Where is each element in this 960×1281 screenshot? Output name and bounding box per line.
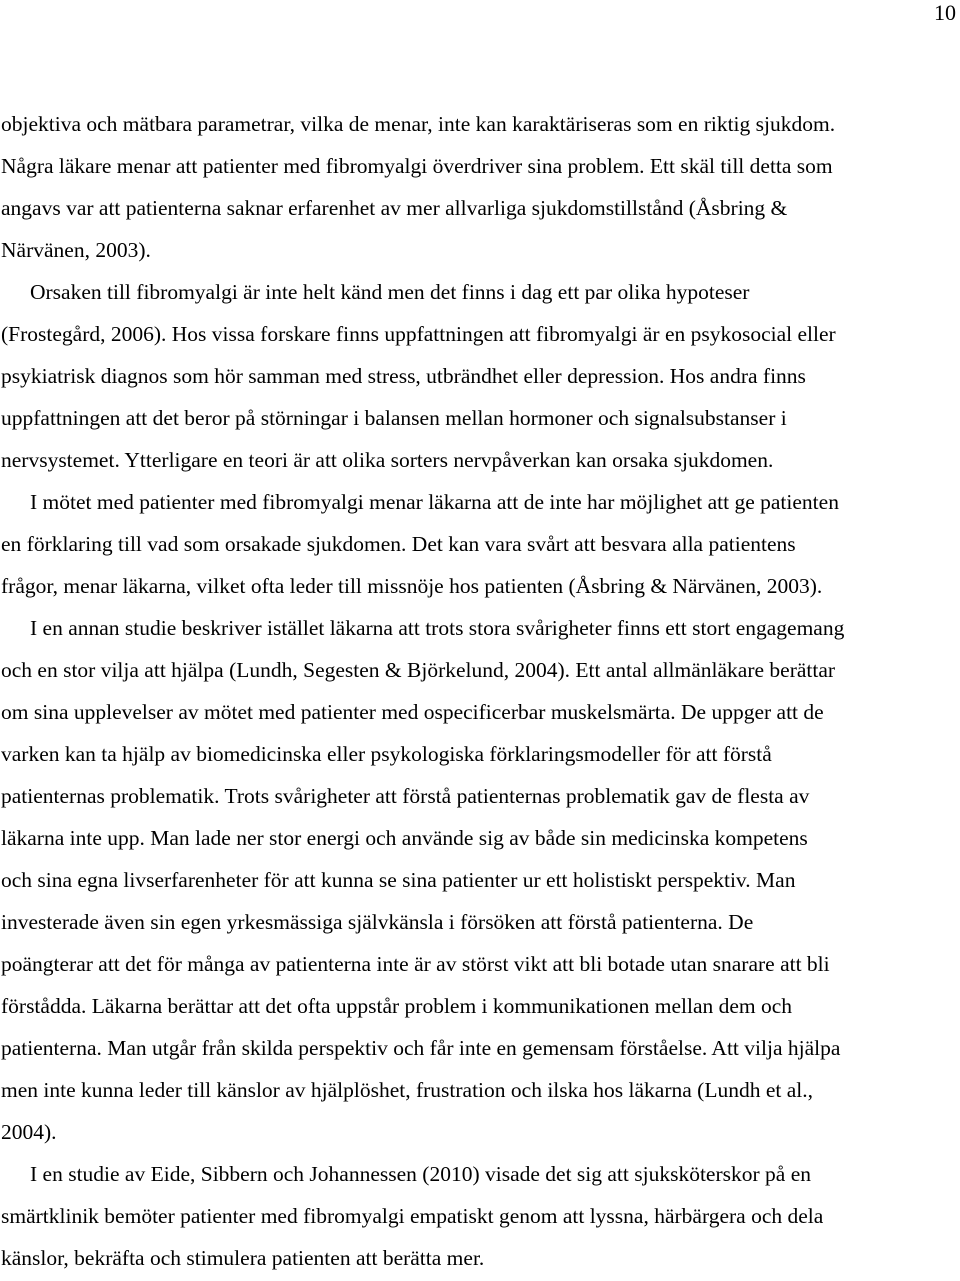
page-number: 10 [934, 0, 956, 25]
text-line: smärtklinik bemöter patienter med fibromyalgi empatiskt genom att lyssna, härbärgera och dela [1, 1204, 824, 1228]
text-line: investerade även sin egen yrkesmässiga självkänsla i försöken att förstå patienterna. De [1, 910, 754, 934]
text-line: Närvänen, 2003). [1, 238, 151, 262]
text-line: en förklaring till vad som orsakade sjukdomen. Det kan vara svårt att besvara alla patientens [1, 532, 796, 556]
paragraph [1, 1153, 959, 1279]
body-text [1, 103, 959, 1279]
text-line: om sina upplevelser av mötet med patienter med ospecificerbar muskelsmärta. De uppger att de [1, 700, 824, 724]
text-line: nervsystemet. Ytterligare en teori är att olika sorters nervpåverkan kan orsaka sjukdomen. [1, 448, 774, 472]
text-line: patienternas problematik. Trots svårigheter att förstå patienternas problematik gav de flesta av [1, 784, 810, 808]
text-line: förstådda. Läkarna berättar att det ofta uppstår problem i kommunikationen mellan dem och [1, 994, 793, 1018]
text-line: I mötet med patienter med fibromyalgi menar läkarna att de inte har möjlighet att ge patienten [30, 490, 839, 514]
text-line: angavs var att patienterna saknar erfarenhet av mer allvarliga sjukdomstillstånd (Åsbring & [1, 196, 788, 220]
text-line: psykiatrisk diagnos som hör samman med stress, utbrändhet eller depression. Hos andra finns [1, 364, 806, 388]
text-line: objektiva och mätbara parametrar, vilka de menar, inte kan karaktäriseras som en riktig sjukdom. [1, 112, 836, 136]
text-line: I en annan studie beskriver istället läkarna att trots stora svårigheter finns ett stort engagemang [30, 616, 845, 640]
text-line: frågor, menar läkarna, vilket ofta leder till missnöje hos patienten (Åsbring & Närvänen, 2003). [1, 574, 823, 598]
paragraph [1, 481, 959, 607]
paragraph [1, 607, 959, 1153]
text-line: och sina egna livserfarenheter för att kunna se sina patienter ur ett holistiskt perspektiv. Man [1, 868, 796, 892]
text-line: 2004). [1, 1120, 57, 1144]
text-line: I en studie av Eide, Sibbern och Johannessen (2010) visade det sig att sjuksköterskor på en [30, 1162, 811, 1186]
paragraph [1, 271, 959, 481]
text-line: men inte kunna leder till känslor av hjälplöshet, frustration och ilska hos läkarna (Lundh et al., [1, 1078, 814, 1102]
text-line: Orsaken till fibromyalgi är inte helt känd men det finns i dag ett par olika hypoteser [30, 280, 750, 304]
text-line: patienterna. Man utgår från skilda perspektiv och får inte en gemensam förståelse. Att vilja hjälpa [1, 1036, 841, 1060]
text-line: (Frostegård, 2006). Hos vissa forskare finns uppfattningen att fibromyalgi är en psykosocial eller [1, 322, 836, 346]
text-line: varken kan ta hjälp av biomedicinska eller psykologiska förklaringsmodeller för att förstå [1, 742, 772, 766]
text-line: Några läkare menar att patienter med fibromyalgi överdriver sina problem. Ett skäl till detta som [1, 154, 833, 178]
text-line: uppfattningen att det beror på störningar i balansen mellan hormoner och signalsubstanser i [1, 406, 787, 430]
text-line: och en stor vilja att hjälpa (Lundh, Segesten & Björkelund, 2004). Ett antal allmänläkare berättar [1, 658, 836, 682]
text-line: känslor, bekräfta och stimulera patienten att berätta mer. [1, 1246, 485, 1270]
text-line: poängterar att det för många av patienterna inte är av störst vikt att bli botade utan snarare att bli [1, 952, 830, 976]
paragraph [1, 103, 959, 271]
text-line: läkarna inte upp. Man lade ner stor energi och använde sig av både sin medicinska kompetens [1, 826, 808, 850]
